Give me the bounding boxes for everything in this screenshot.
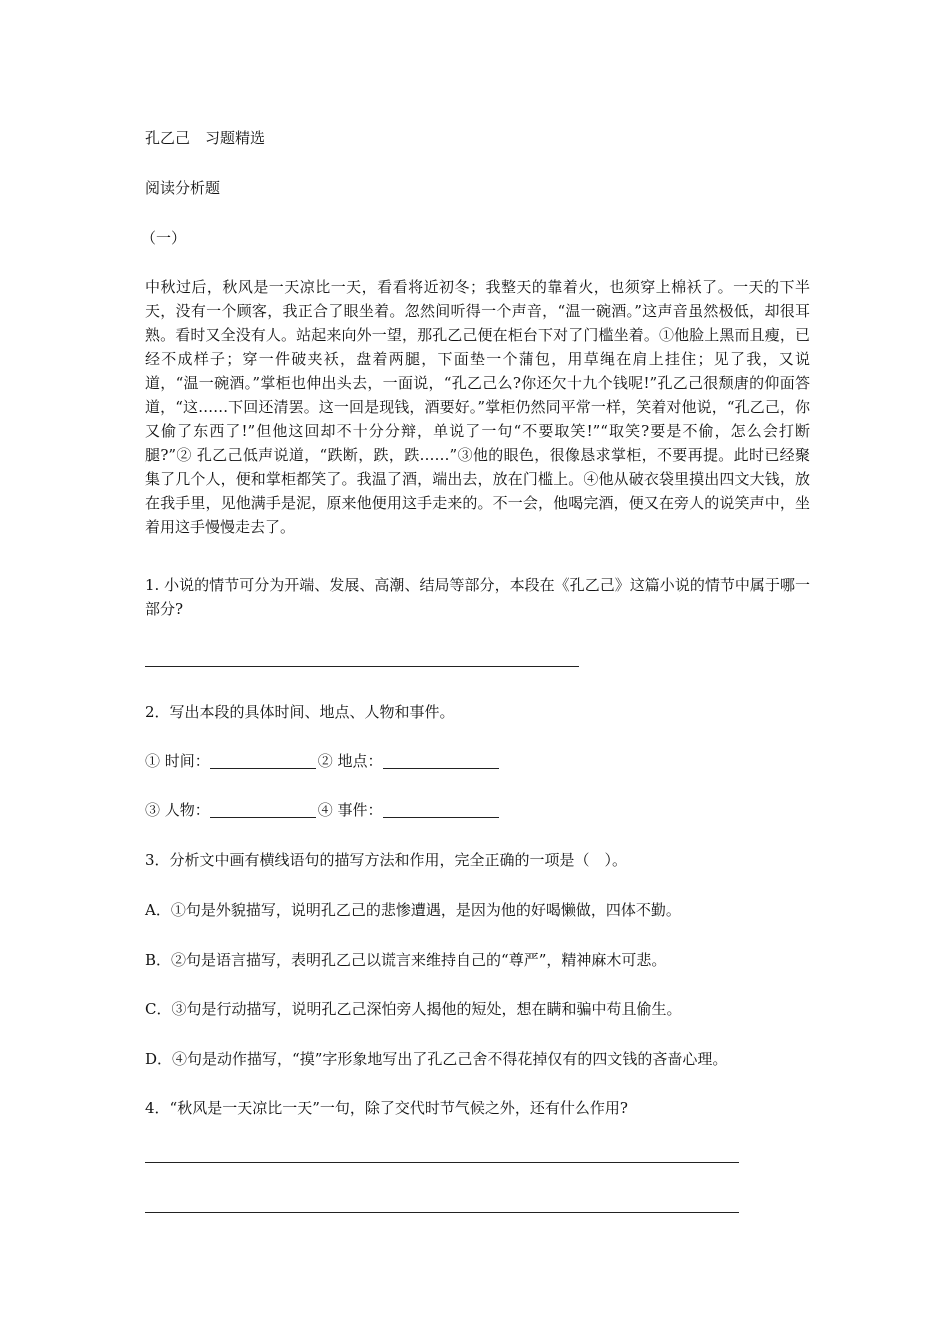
- option-b[interactable]: B．②句是语言描写，表明孔乙己以谎言来维持自己的“尊严”，精神麻木可悲。: [145, 951, 667, 969]
- section-heading: 阅读分析题: [145, 179, 221, 197]
- answer-line-q4-1[interactable]: [145, 1162, 739, 1163]
- document-title: 孔乙己 习题精选: [145, 129, 266, 147]
- event-blank[interactable]: [383, 801, 499, 818]
- question-3-prompt: 3．分析文中画有横线语句的描写方法和作用，完全正确的一项是（ ）。: [145, 851, 628, 869]
- question-2-prompt: 2．写出本段的具体时间、地点、人物和事件。: [145, 703, 455, 721]
- time-blank[interactable]: [210, 752, 316, 769]
- option-c[interactable]: C．③句是行动描写，说明孔乙己深怕旁人揭他的短处，想在瞒和骗中苟且偷生。: [145, 1000, 682, 1018]
- question-2-row-2: [145, 800, 501, 820]
- answer-line-q4-2[interactable]: [145, 1212, 739, 1213]
- question-4: 4．“秋风是一天凉比一天”一句，除了交代时节气候之外，还有什么作用?: [145, 1099, 628, 1117]
- place-blank[interactable]: [383, 752, 499, 769]
- option-d[interactable]: D．④句是动作描写，“摸”字形象地写出了孔乙己舍不得花掉仅有的四文钱的吝啬心理。: [145, 1050, 728, 1068]
- reading-passage: 中秋过后，秋风是一天凉比一天，看看将近初冬；我整天的靠着火，也须穿上棉袄了。一天的下半天，没有一个顾客，我正合了眼坐着。忽然间听得一个声音，“温一碗酒。”这声音虽然极低，却很耳熟。看时又全没有人。站起来向外一望，那孔乙己便在柜台下对了门槛坐着。①他脸上黑而且瘦，已经不成样子；穿一件破夹袄，盘着两腿，下面垫一个蒲包，用草绳在肩上挂住；见了我，又说道，“温一碗酒。”掌柜也伸出头去，一面说，“孔乙己么?你还欠十九个钱呢!”孔乙己很颓唐的仰面答道，“这……下回还清罢。这一回是现钱，酒要好。”掌柜仍然同平常一样，笑着对他说，“孔乙己，你又偷了东西了!”但他这回却不十分分辩，单说了一句“不要取笑!”“取笑?要是不偷，怎么会打断腿?”② 孔乙己低声说道，“跌断，跌，跌……”③他的眼色，很像恳求掌柜，不要再提。此时已经聚集了几个人，便和掌柜都笑了。我温了酒，端出去，放在门槛上。④他从破衣袋里摸出四文大钱，放在我手里，见他满手是泥，原来他便用这手走来的。不一会，他喝完酒，便又在旁人的说笑声中，坐着用这手慢慢走去了。: [145, 278, 810, 536]
- person-blank[interactable]: [210, 801, 316, 818]
- option-a[interactable]: A．①句是外貌描写，说明孔乙己的悲惨遭遇，是因为他的好喝懒做，四体不勤。: [145, 901, 681, 919]
- time-label: ① 时间：: [145, 752, 210, 770]
- answer-line-q1[interactable]: [145, 666, 579, 667]
- part-label: （一）: [141, 229, 187, 247]
- event-label: ④ 事件：: [317, 801, 383, 819]
- question-2-row-1: [145, 751, 501, 771]
- question-1: 1. 小说的情节可分为开端、发展、高潮、结局等部分，本段在《孔乙己》这篇小说的情节中属于哪一部分?: [145, 576, 810, 618]
- person-label: ③ 人物：: [145, 801, 210, 819]
- place-label: ② 地点：: [317, 752, 383, 770]
